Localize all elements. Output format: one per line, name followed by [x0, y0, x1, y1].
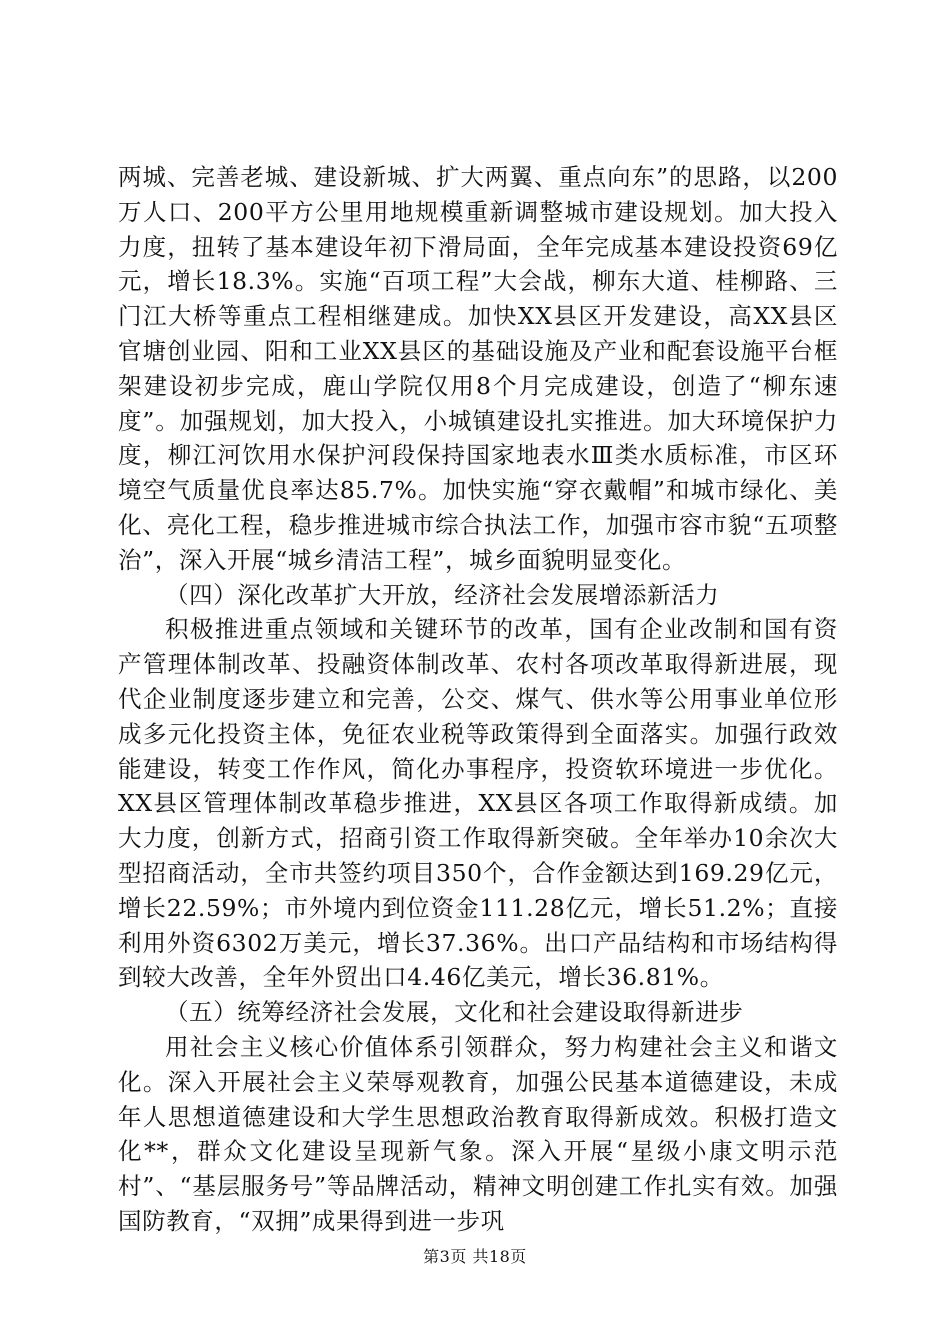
- paragraph-reform: 积极推进重点领域和关键环节的改革，国有企业改制和国有资产管理体制改革、投融资体制改革、农村各项改革取得新进展，现代企业制度逐步建立和完善，公交、煤气、供水等公用事业单位形成多元化投资主体，免征农业税等政策得到全面落实。加强行政效能建设，转变工作作风，简化办事程序，投资软环境进一步优化。XX县区管理体制改革稳步推进，XX县区各项工作取得新成绩。加大力度，创新方式，招商引资工作取得新突破。全年举办10余次大型招商活动，全市共签约项目350个，合作金额达到169.29亿元，增长22.59%；市外境内到位资金111.28亿元，增长51.2%；直接利用外资6302万美元，增长37.36%。出口产品结构和市场结构得到较大改善，全年外贸出口4.46亿美元，增长36.81%。: [118, 615, 838, 992]
- section-heading-reform: （四）深化改革扩大开放，经济社会发展增添新活力: [165, 580, 720, 609]
- paragraph-culture: 用社会主义核心价值体系引领群众，努力构建社会主义和谐文化。深入开展社会主义荣辱观教育，加强公民基本道德建设，未成年人思想道德建设和大学生思想政治教育取得新成效。积极打造文化**，群众文化建设呈现新气象。深入开展“星级小康文明示范村”、“基层服务号”等品牌活动，精神文明创建工作扎实有效。加强国防教育，“双拥”成果得到进一步巩: [118, 1032, 838, 1235]
- document-body: [118, 160, 838, 1239]
- section-heading-culture: （五）统筹经济社会发展，文化和社会建设取得新进步: [165, 998, 744, 1027]
- page-number-footer: 第3页 共18页: [423, 1247, 527, 1266]
- paragraph-infrastructure: 两城、完善老城、建设新城、扩大两翼、重点向东”的思路，以200万人口、200平方公里用地规模重新调整城市建设规划。加大投入力度，扭转了基本建设年初下滑局面，全年完成基本建设投资69亿元，增长18.3%。实施“百项工程”大会战，柳东大道、桂柳路、三门江大桥等重点工程相继建成。加快XX县区开发建设，高XX县区官塘创业园、阳和工业XX县区的基础设施及产业和配套设施平台框架建设初步完成，鹿山学院仅用8个月完成建设，创造了“柳东速度”。加强规划，加大投入，小城镇建设扎实推进。加大环境保护力度，柳江河饮用水保护河段保持国家地表水Ⅲ类水质标准，市区环境空气质量优良率达85.7%。加快实施“穿衣戴帽”和城市绿化、美化、亮化工程，稳步推进城市综合执法工作，加强市容市貌“五项整治”，深入开展“城乡清洁工程”，城乡面貌明显变化。: [118, 163, 838, 574]
